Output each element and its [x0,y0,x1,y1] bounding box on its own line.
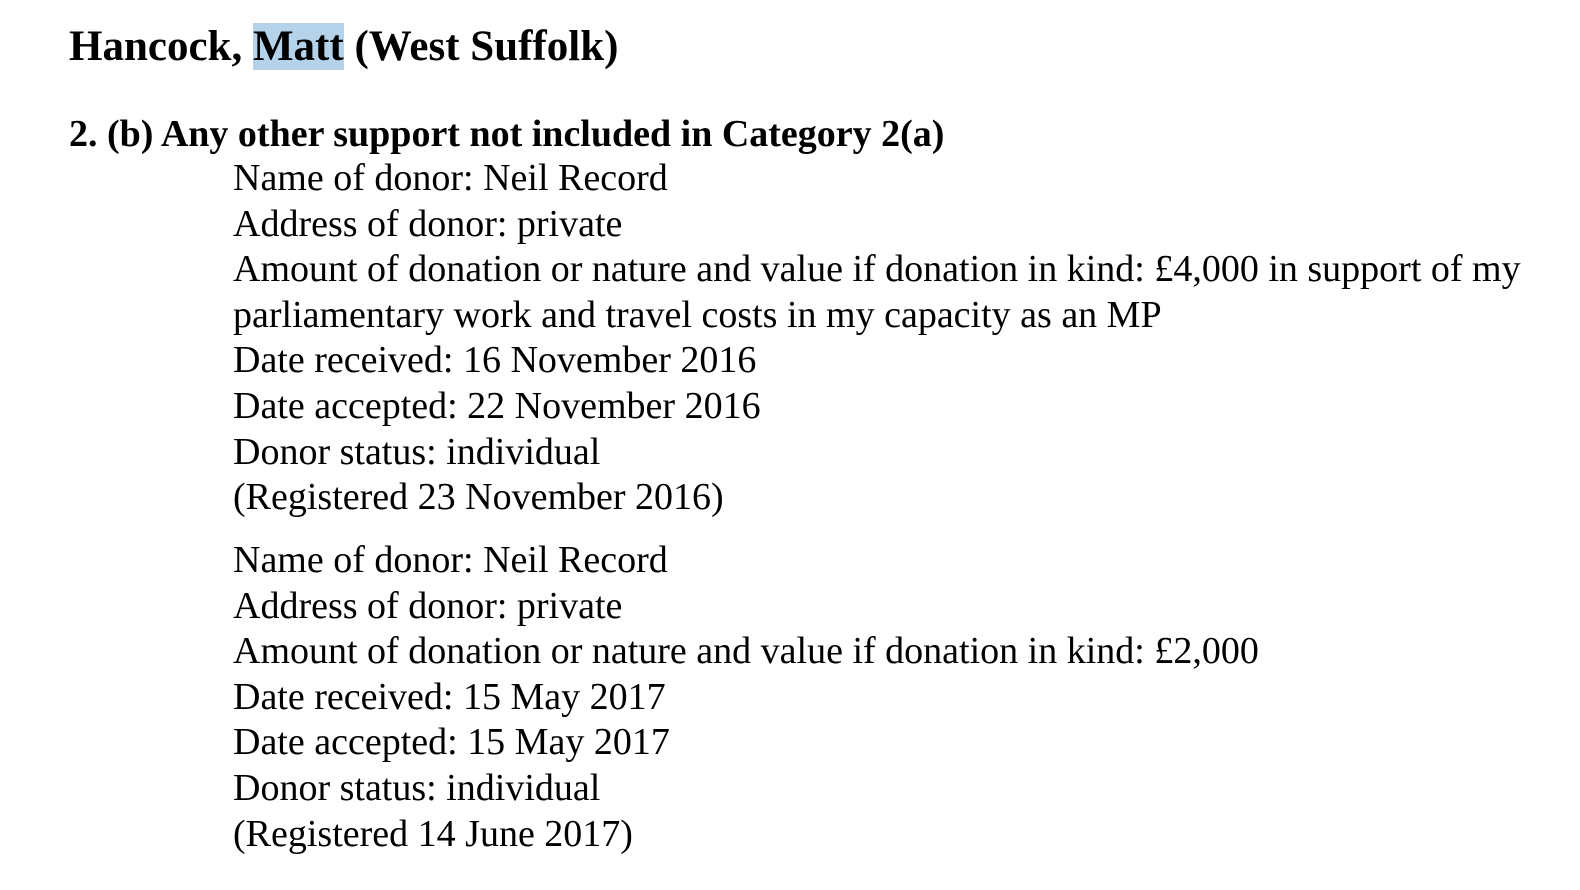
donor-name: Name of donor: Neil Record [233,539,668,581]
registered-date: (Registered 23 November 2016) [233,476,724,519]
member-surname: Hancock, [69,23,253,70]
donation-amount: Amount of donation or nature and value if donation in kind: £4,000 in support of my parliamentary work and travel costs in my capacity as an MP [233,248,1521,336]
registered-date: (Registered 14 June 2017) [233,812,633,855]
donation-entry [233,538,1553,857]
category-heading: 2. (b) Any other support not included in Category 2(a) [69,113,945,155]
donor-address: Address of donor: private [233,202,623,245]
date-accepted: Date accepted: 15 May 2017 [233,721,670,764]
date-accepted: Date accepted: 22 November 2016 [233,384,761,427]
member-constituency: (West Suffolk) [343,23,619,70]
donation-amount: Amount of donation or nature and value if donation in kind: £2,000 [233,630,1259,673]
donation-entry [233,156,1553,521]
selected-text-highlight[interactable]: Matt [252,23,344,70]
donor-status: Donor status: individual [233,766,601,809]
donor-status: Donor status: individual [233,430,601,473]
member-heading [69,22,618,72]
donor-address: Address of donor: private [233,584,623,627]
date-received: Date received: 15 May 2017 [233,675,666,718]
date-received: Date received: 16 November 2016 [233,339,757,382]
donor-name: Name of donor: Neil Record [233,157,668,199]
